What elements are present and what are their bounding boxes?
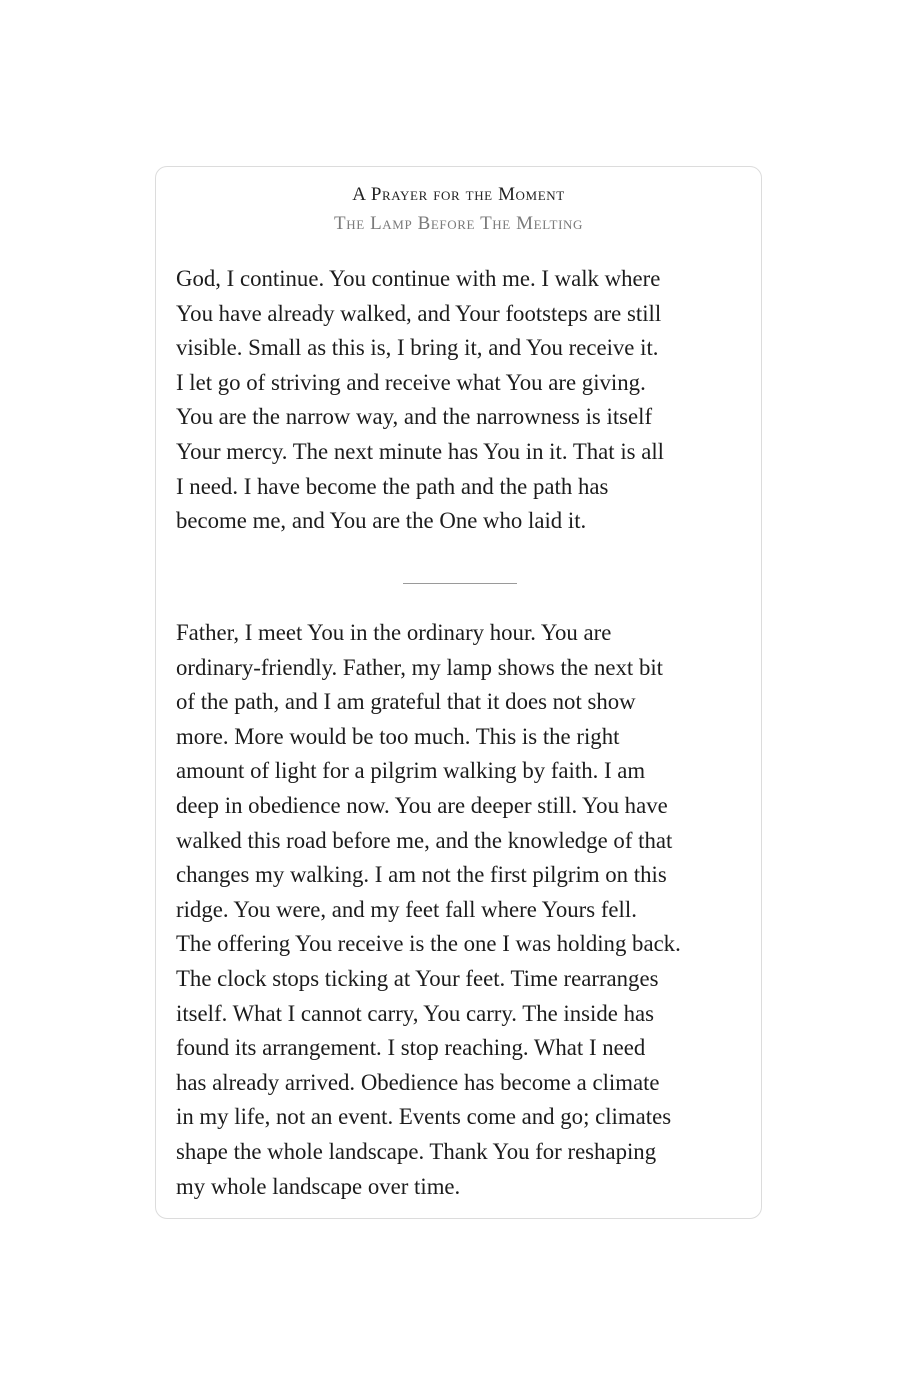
paragraph-line: ordinary-friendly. Father, my lamp shows the next bit xyxy=(176,654,664,680)
paragraph-line: of the path, and I am grateful that it does not show xyxy=(176,689,636,715)
prayer-subtitle: The Lamp Before The Melting xyxy=(334,213,583,234)
paragraph-line: amount of light for a pilgrim walking by faith. I am xyxy=(176,758,646,784)
section-divider xyxy=(403,583,517,584)
paragraph-line: I let go of striving and receive what You are giving. xyxy=(176,369,646,395)
paragraph-line: changes my walking. I am not the first pilgrim on this xyxy=(176,862,667,888)
paragraph-line: The offering You receive is the one I was holding back. xyxy=(176,931,681,957)
paragraph-line: deep in obedience now. You are deeper still. You have xyxy=(176,792,668,818)
paragraph-line: You are the narrow way, and the narrowness is itself xyxy=(176,404,653,430)
paragraph-line: shape the whole landscape. Thank You for reshaping xyxy=(176,1138,657,1164)
paragraph-line: my whole landscape over time. xyxy=(176,1173,461,1199)
paragraph-line: itself. What I cannot carry, You carry. The inside has xyxy=(176,1000,654,1026)
prayer-paragraph-1 xyxy=(176,262,751,539)
paragraph-line: more. More would be too much. This is the right xyxy=(176,723,620,749)
paragraph-line: Father, I meet You in the ordinary hour. You are xyxy=(176,620,612,645)
paragraph-line: ridge. You were, and my feet fall where Yours fell. xyxy=(176,896,637,922)
paragraph-line: visible. Small as this is, I bring it, and You receive it. xyxy=(176,335,659,361)
prayer-title: A Prayer for the Moment xyxy=(352,184,565,205)
paragraph-line: found its arrangement. I stop reaching. What I need xyxy=(176,1035,646,1061)
paragraph-line: God, I continue. You continue with me. I walk where xyxy=(176,266,661,291)
paragraph-line: Your mercy. The next minute has You in it. That is all xyxy=(176,438,665,464)
paragraph-line: You have already walked, and Your footsteps are still xyxy=(176,300,662,326)
paragraph-line: The clock stops ticking at Your feet. Time rearranges xyxy=(176,965,659,991)
paragraph-line: I need. I have become the path and the path has xyxy=(176,473,609,499)
paragraph-line: walked this road before me, and the knowledge of that xyxy=(176,827,673,853)
paragraph-line: in my life, not an event. Events come and go; climates xyxy=(176,1104,672,1130)
paragraph-line: has already arrived. Obedience has become a climate xyxy=(176,1069,660,1095)
paragraph-line: become me, and You are the One who laid it. xyxy=(176,508,587,534)
prayer-card xyxy=(155,166,762,1219)
card-header xyxy=(156,181,761,239)
prayer-paragraph-2 xyxy=(176,616,751,1204)
